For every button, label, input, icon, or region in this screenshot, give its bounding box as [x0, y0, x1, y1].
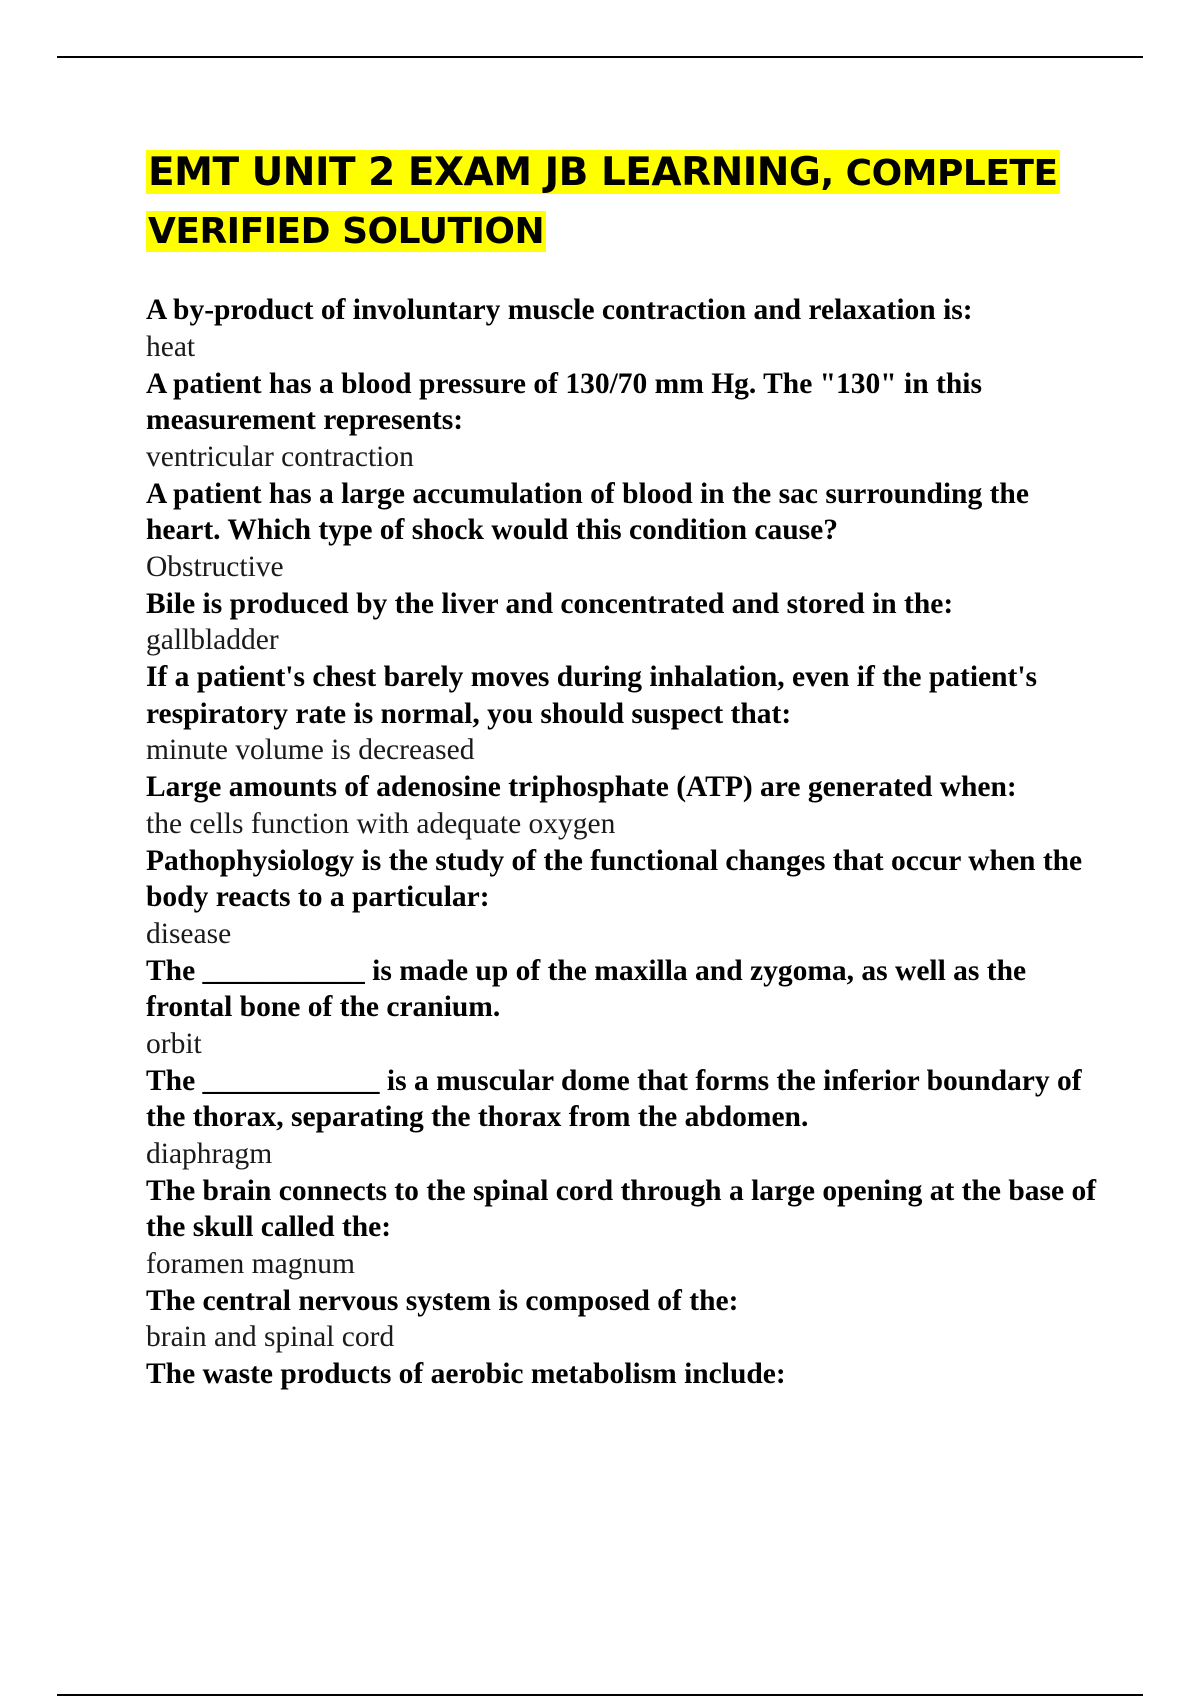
qa-item — [146, 586, 1106, 660]
answer: minute volume is decreased — [146, 734, 475, 766]
top-divider — [57, 56, 1143, 58]
question: If a patient's chest barely moves during inhalation, even if the patient's respiratory rate is normal, you should suspect that: — [146, 661, 1038, 730]
answer: gallbladder — [146, 624, 279, 656]
question: Large amounts of adenosine triphosphate (ATP) are generated when: — [146, 771, 1017, 803]
document-title — [146, 144, 1086, 260]
answer: Obstructive — [146, 550, 284, 583]
title-subtitle: VERIFIED SOLUTION — [148, 211, 545, 252]
answer: orbit — [146, 1027, 202, 1060]
answer: disease — [146, 917, 232, 950]
answer: the cells function with adequate oxygen — [146, 807, 616, 840]
answer: brain and spinal cord — [146, 1321, 395, 1353]
question: A patient has a large accumulation of blood in the sac surrounding the heart. Which type of shock would this condition cause? — [146, 477, 1029, 546]
qa-item — [146, 476, 1106, 586]
question: The central nervous system is composed of the: — [146, 1284, 739, 1317]
qa-item — [146, 366, 1106, 476]
question: The waste products of aerobic metabolism include: — [146, 1358, 786, 1390]
qa-item — [146, 1356, 1106, 1393]
qa-item — [146, 1063, 1106, 1173]
qa-item — [146, 659, 1106, 769]
qa-item — [146, 292, 1106, 366]
question: The brain connects to the spinal cord through a large opening at the base of the skull called the: — [146, 1174, 1097, 1243]
question: A patient has a blood pressure of 130/70 mm Hg. The "130" in this measurement represents: — [146, 367, 982, 436]
qa-item — [146, 1283, 1106, 1357]
answer: ventricular contraction — [146, 440, 414, 473]
title-line-2 — [146, 202, 1086, 260]
answer: foramen magnum — [146, 1247, 355, 1280]
qa-list — [146, 292, 1106, 1393]
answer: diaphragm — [146, 1137, 273, 1170]
qa-item — [146, 769, 1106, 843]
question: The ___________ is made up of the maxilla and zygoma, as well as the frontal bone of the cranium. — [146, 954, 1027, 1023]
question: Pathophysiology is the study of the functional changes that occur when the body reacts to a particular: — [146, 844, 1083, 913]
question: The ____________ is a muscular dome that forms the inferior boundary of the thorax, separating the thorax from the abdomen. — [146, 1064, 1082, 1133]
qa-item — [146, 843, 1106, 953]
title-suffix: , COMPLETE — [820, 153, 1058, 194]
question: A by-product of involuntary muscle contraction and relaxation is: — [146, 294, 973, 326]
question: Bile is produced by the liver and concentrated and stored in the: — [146, 587, 954, 620]
bottom-divider — [57, 1694, 1143, 1696]
qa-item — [146, 1173, 1106, 1283]
answer: heat — [146, 330, 196, 363]
title-main: EMT UNIT 2 EXAM JB LEARNING — [148, 150, 821, 195]
title-line-1 — [146, 144, 1086, 202]
qa-item — [146, 953, 1106, 1063]
